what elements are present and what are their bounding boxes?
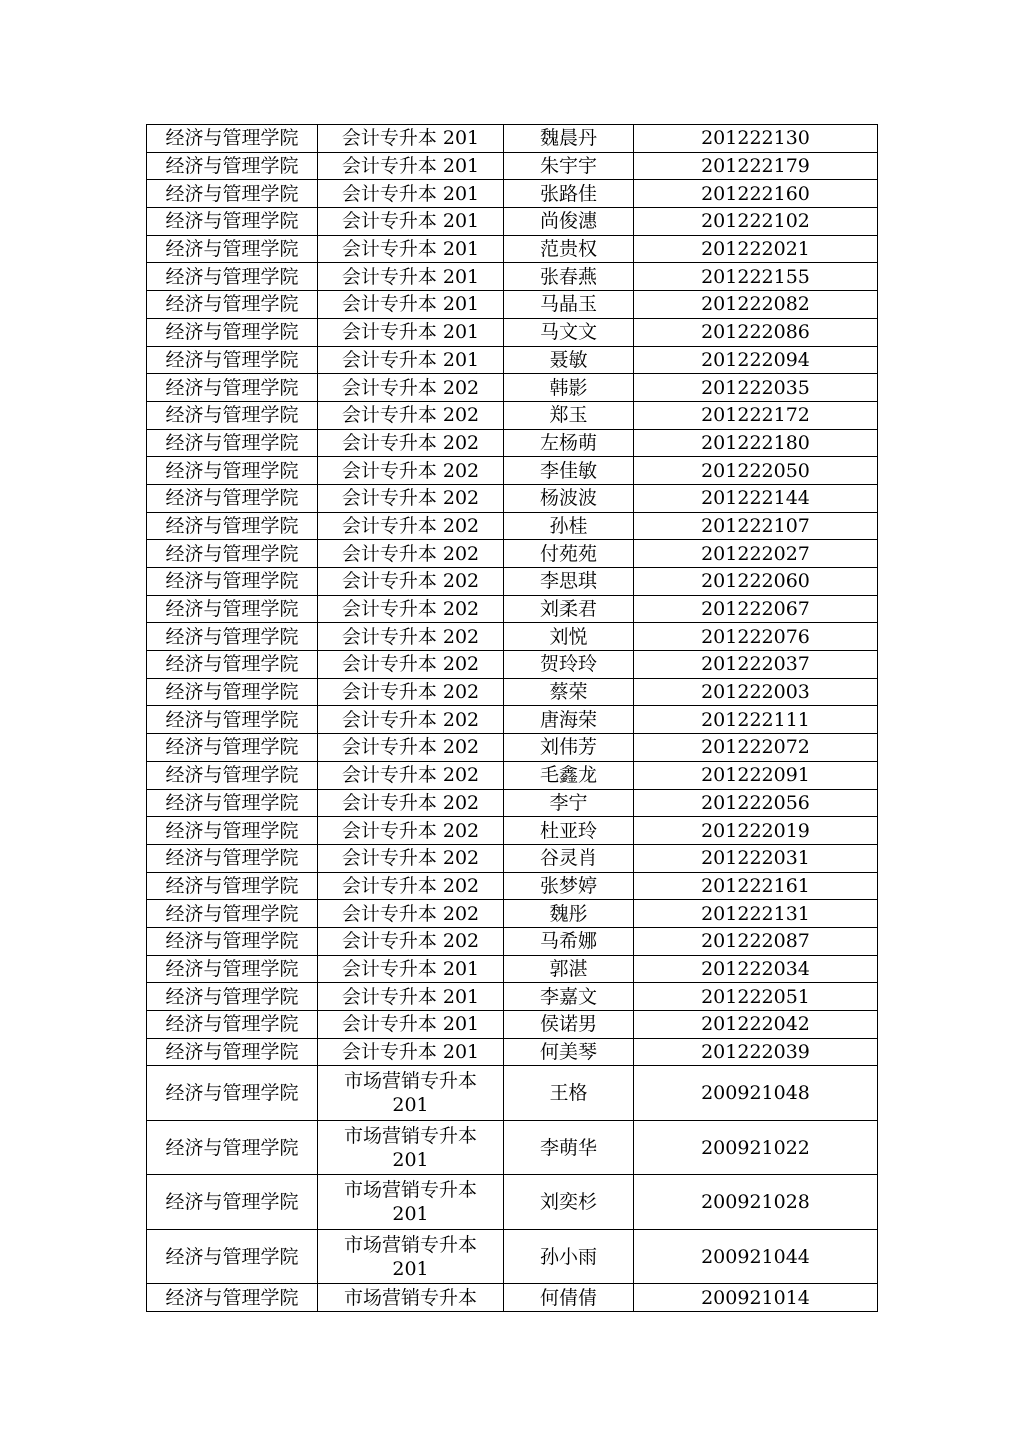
table-row [147,457,878,485]
table-row [147,484,878,512]
student-id-cell: 201222180 [634,429,878,457]
student-id-cell: 201222172 [634,401,878,429]
name-cell: 何美琴 [504,1038,634,1066]
name-cell: 聂敏 [504,346,634,374]
table-row [147,623,878,651]
college-cell: 经济与管理学院 [147,1284,318,1312]
student-id-cell: 201222050 [634,457,878,485]
student-id-cell: 201222051 [634,983,878,1011]
college-cell: 经济与管理学院 [147,568,318,596]
name-cell: 何倩倩 [504,1284,634,1312]
student-id-cell: 201222094 [634,346,878,374]
college-cell: 经济与管理学院 [147,983,318,1011]
student-id-cell: 201222130 [634,125,878,153]
table-row [147,734,878,762]
class-cell: 会计专升本 201 [318,180,504,208]
college-cell: 经济与管理学院 [147,595,318,623]
class-cell: 会计专升本 201 [318,1038,504,1066]
name-cell: 马文文 [504,318,634,346]
student-id-cell: 201222076 [634,623,878,651]
table-row [147,1038,878,1066]
name-cell: 张春燕 [504,263,634,291]
college-cell: 经济与管理学院 [147,1229,318,1284]
student-id-cell: 201222027 [634,540,878,568]
table-row [147,152,878,180]
class-cell: 会计专升本 202 [318,844,504,872]
class-cell: 会计专升本 202 [318,429,504,457]
student-id-cell: 201222111 [634,706,878,734]
class-cell: 会计专升本 202 [318,678,504,706]
college-cell: 经济与管理学院 [147,1066,318,1121]
table-row [147,761,878,789]
table-row [147,1284,878,1312]
college-cell: 经济与管理学院 [147,651,318,679]
class-cell: 会计专升本 202 [318,401,504,429]
name-cell: 唐海荣 [504,706,634,734]
student-id-cell: 201222131 [634,900,878,928]
name-cell: 张路佳 [504,180,634,208]
name-cell: 贺玲玲 [504,651,634,679]
college-cell: 经济与管理学院 [147,318,318,346]
college-cell: 经济与管理学院 [147,235,318,263]
name-cell: 侯诺男 [504,1011,634,1039]
class-cell: 会计专升本 202 [318,512,504,540]
class-cell: 会计专升本 202 [318,817,504,845]
table-row [147,678,878,706]
student-id-cell: 200921028 [634,1175,878,1230]
student-list-table [146,124,878,1312]
college-cell: 经济与管理学院 [147,955,318,983]
student-id-cell: 201222160 [634,180,878,208]
student-id-cell: 201222021 [634,235,878,263]
table-row [147,651,878,679]
student-id-cell: 201222155 [634,263,878,291]
student-id-cell: 201222102 [634,208,878,236]
college-cell: 经济与管理学院 [147,512,318,540]
name-cell: 杨波波 [504,484,634,512]
student-id-cell: 201222179 [634,152,878,180]
class-cell: 会计专升本 202 [318,651,504,679]
class-cell: 会计专升本 202 [318,789,504,817]
class-cell: 会计专升本 202 [318,484,504,512]
table-row [147,374,878,402]
class-cell: 会计专升本 202 [318,900,504,928]
student-id-cell: 201222161 [634,872,878,900]
student-id-cell: 200921022 [634,1120,878,1175]
college-cell: 经济与管理学院 [147,152,318,180]
college-cell: 经济与管理学院 [147,401,318,429]
name-cell: 韩影 [504,374,634,402]
class-cell: 会计专升本 201 [318,263,504,291]
college-cell: 经济与管理学院 [147,927,318,955]
class-cell: 会计专升本 202 [318,568,504,596]
college-cell: 经济与管理学院 [147,678,318,706]
class-cell: 会计专升本 202 [318,734,504,762]
college-cell: 经济与管理学院 [147,1038,318,1066]
table-row [147,1175,878,1230]
table-row [147,817,878,845]
name-cell: 范贵权 [504,235,634,263]
college-cell: 经济与管理学院 [147,346,318,374]
name-cell: 张梦婷 [504,872,634,900]
student-id-cell: 201222082 [634,291,878,319]
class-cell: 会计专升本 201 [318,152,504,180]
table-row [147,512,878,540]
name-cell: 刘柔君 [504,595,634,623]
college-cell: 经济与管理学院 [147,872,318,900]
college-cell: 经济与管理学院 [147,623,318,651]
college-cell: 经济与管理学院 [147,1120,318,1175]
table-body [147,125,878,1312]
class-cell: 会计专升本 202 [318,540,504,568]
table-row [147,568,878,596]
table-row [147,125,878,153]
college-cell: 经济与管理学院 [147,374,318,402]
name-cell: 李宁 [504,789,634,817]
name-cell: 孙桂 [504,512,634,540]
table-row [147,844,878,872]
class-cell: 会计专升本 202 [318,761,504,789]
table-row [147,180,878,208]
name-cell: 郭湛 [504,955,634,983]
student-id-cell: 201222056 [634,789,878,817]
student-id-cell: 201222042 [634,1011,878,1039]
student-id-cell: 201222003 [634,678,878,706]
class-cell: 会计专升本 201 [318,346,504,374]
table-row [147,291,878,319]
name-cell: 魏晨丹 [504,125,634,153]
table-row [147,983,878,1011]
class-cell: 市场营销专升本 201 [318,1066,504,1121]
name-cell: 杜亚玲 [504,817,634,845]
student-id-cell: 200921048 [634,1066,878,1121]
name-cell: 魏彤 [504,900,634,928]
table-row [147,1120,878,1175]
name-cell: 李嘉文 [504,983,634,1011]
name-cell: 李萌华 [504,1120,634,1175]
student-id-cell: 201222060 [634,568,878,596]
student-id-cell: 201222087 [634,927,878,955]
table-row [147,900,878,928]
name-cell: 马希娜 [504,927,634,955]
student-id-cell: 201222067 [634,595,878,623]
class-cell: 会计专升本 202 [318,595,504,623]
class-cell: 会计专升本 201 [318,318,504,346]
class-cell: 市场营销专升本 201 [318,1229,504,1284]
table-row [147,540,878,568]
table-row [147,872,878,900]
table-row [147,927,878,955]
table-row [147,595,878,623]
college-cell: 经济与管理学院 [147,734,318,762]
college-cell: 经济与管理学院 [147,180,318,208]
class-cell: 会计专升本 201 [318,291,504,319]
college-cell: 经济与管理学院 [147,844,318,872]
table-row [147,1011,878,1039]
college-cell: 经济与管理学院 [147,789,318,817]
student-id-cell: 201222091 [634,761,878,789]
name-cell: 刘伟芳 [504,734,634,762]
class-cell: 会计专升本 201 [318,235,504,263]
name-cell: 尚俊潓 [504,208,634,236]
class-cell: 市场营销专升本 201 [318,1120,504,1175]
name-cell: 孙小雨 [504,1229,634,1284]
class-cell: 市场营销专升本 201 [318,1175,504,1230]
class-cell: 会计专升本 201 [318,125,504,153]
student-id-cell: 201222031 [634,844,878,872]
table-row [147,263,878,291]
class-cell: 会计专升本 202 [318,374,504,402]
name-cell: 王格 [504,1066,634,1121]
table-row [147,401,878,429]
class-cell: 会计专升本 202 [318,927,504,955]
name-cell: 左杨萌 [504,429,634,457]
class-cell: 会计专升本 202 [318,623,504,651]
student-id-cell: 200921044 [634,1229,878,1284]
college-cell: 经济与管理学院 [147,761,318,789]
class-cell: 会计专升本 201 [318,1011,504,1039]
name-cell: 马晶玉 [504,291,634,319]
student-id-cell: 201222107 [634,512,878,540]
table-row [147,429,878,457]
college-cell: 经济与管理学院 [147,429,318,457]
table-row [147,235,878,263]
name-cell: 郑玉 [504,401,634,429]
college-cell: 经济与管理学院 [147,457,318,485]
name-cell: 谷灵肖 [504,844,634,872]
student-id-cell: 201222035 [634,374,878,402]
table-row [147,789,878,817]
student-id-cell: 201222034 [634,955,878,983]
table-row [147,1066,878,1121]
student-id-cell: 201222086 [634,318,878,346]
name-cell: 付苑苑 [504,540,634,568]
college-cell: 经济与管理学院 [147,817,318,845]
college-cell: 经济与管理学院 [147,125,318,153]
table-row [147,955,878,983]
table-row [147,318,878,346]
college-cell: 经济与管理学院 [147,263,318,291]
name-cell: 朱宇宇 [504,152,634,180]
student-id-cell: 200921014 [634,1284,878,1312]
class-cell: 会计专升本 202 [318,457,504,485]
college-cell: 经济与管理学院 [147,484,318,512]
student-id-cell: 201222072 [634,734,878,762]
name-cell: 刘奕杉 [504,1175,634,1230]
student-id-cell: 201222037 [634,651,878,679]
table-row [147,346,878,374]
college-cell: 经济与管理学院 [147,706,318,734]
college-cell: 经济与管理学院 [147,291,318,319]
student-id-cell: 201222039 [634,1038,878,1066]
class-cell: 会计专升本 201 [318,208,504,236]
class-cell: 会计专升本 202 [318,706,504,734]
class-cell: 会计专升本 201 [318,983,504,1011]
class-cell: 会计专升本 202 [318,872,504,900]
college-cell: 经济与管理学院 [147,1011,318,1039]
college-cell: 经济与管理学院 [147,208,318,236]
name-cell: 李思琪 [504,568,634,596]
table-row [147,208,878,236]
name-cell: 蔡荣 [504,678,634,706]
college-cell: 经济与管理学院 [147,540,318,568]
table-row [147,1229,878,1284]
class-cell: 市场营销专升本 [318,1284,504,1312]
name-cell: 毛鑫龙 [504,761,634,789]
class-cell: 会计专升本 201 [318,955,504,983]
college-cell: 经济与管理学院 [147,1175,318,1230]
student-id-cell: 201222144 [634,484,878,512]
table-row [147,706,878,734]
student-id-cell: 201222019 [634,817,878,845]
college-cell: 经济与管理学院 [147,900,318,928]
name-cell: 刘悦 [504,623,634,651]
name-cell: 李佳敏 [504,457,634,485]
